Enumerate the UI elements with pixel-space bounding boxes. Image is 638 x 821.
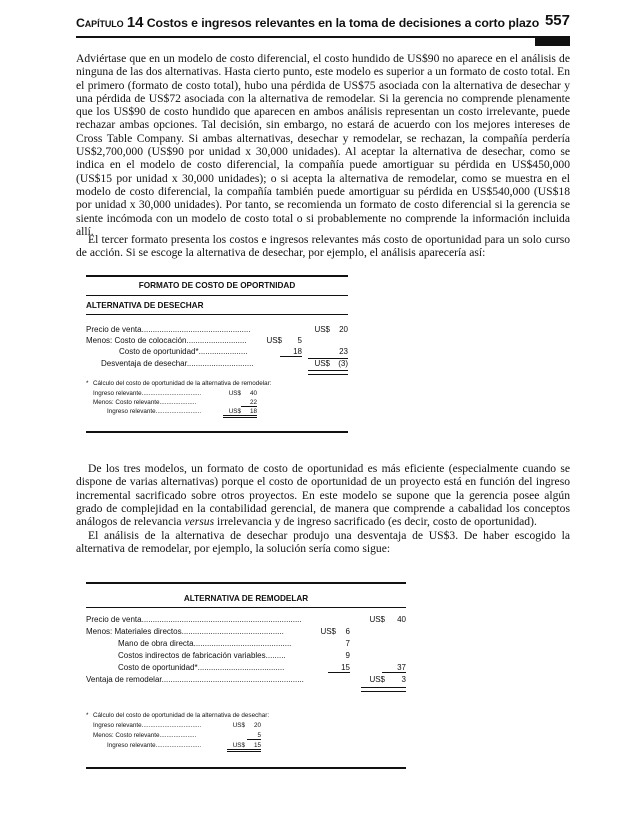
exhibit-rule bbox=[86, 295, 348, 296]
exhibit-top-rule bbox=[86, 582, 406, 584]
exhibit-top-rule bbox=[86, 275, 348, 277]
chapter-heading bbox=[76, 14, 539, 31]
chapter-prefix: Capítulo bbox=[76, 16, 124, 30]
running-header bbox=[76, 14, 570, 34]
row-label: Costo de oportunidad*...................... bbox=[119, 347, 248, 356]
value: 37 bbox=[382, 663, 406, 673]
currency: US$ bbox=[228, 390, 241, 397]
asterisk: * bbox=[86, 712, 89, 719]
paragraph-4: El análisis de la alternativa de desechar produjo una desventaja de US$3. De haber escogido la alternativa de remodelar, por ejemplo, la solución sería como sigue: bbox=[76, 529, 570, 556]
exhibit-alternativa-remodelar bbox=[86, 582, 406, 772]
exhibit-costo-oportunidad-desechar bbox=[86, 275, 348, 435]
row-label: Menos: Materiales directos.............................................. bbox=[86, 627, 284, 636]
value: 23 bbox=[339, 347, 348, 356]
exhibit-bottom-rule bbox=[86, 767, 406, 769]
exhibit-bottom-rule bbox=[86, 431, 348, 433]
exhibit-title: FORMATO DE COSTO DE OPORTNIDAD bbox=[138, 281, 296, 290]
value: 3 bbox=[401, 675, 406, 684]
currency: US$ bbox=[369, 615, 385, 624]
asterisk: * bbox=[86, 380, 89, 387]
value: 5 bbox=[297, 336, 302, 345]
footnote-label: Menos: Costo relevante..................... bbox=[93, 399, 197, 406]
value: (3) bbox=[338, 359, 348, 368]
paragraph-1: Adviértase que en un modelo de costo diferencial, el costo hundido de US$90 no aparece en el análisis de ninguna de las dos alternativas. Hasta cierto punto, este modelo es superior a un formato de costo total. En el primero (formato de costo total), hubo una pérdida de US$75 asociada con la alternativa de desechar y una pérdida de US$72 asociada con la alternativa de remodelar. Si la gerencia no comprende plenamente que los US$90 de costo hundido que aparecen en ambos análisis representan un costo irrelevante, puede rechazar ambas opciones. Tal decisión, sin embargo, no estará de acuerdo con los mejores intereses de Cross Table Company. Si ambas alternativas, desechar y remodelar, se rechazan, la compañía perdería US$2,700,000 (US$90 por unidad x 30,000 unidades). Al aceptar la alternativa de desechar, como se indica en el modelo de costo diferencial, la compañía puede amortiguar su pérdida en US$450,000 (US$15 por unidad x 30,000 unidades); o si acepta la alternativa de remodelar, como se muestra en el modelo de costo diferencial, la compañía también puede amortiguar su pérdida en US$540,000 (US$18 por unidad x 30,000 unidades). Por tanto, se recomienda un formato de costo diferencial si la gerencia se siente incómoda con un modelo de costo total o si probablemente no comprende la información incluida allí. bbox=[76, 52, 570, 238]
footnote-label: Ingreso relevante.......................... bbox=[107, 408, 202, 415]
chapter-number: 14 bbox=[126, 14, 144, 31]
row-label: Menos: Costo de colocación........................... bbox=[86, 336, 247, 345]
footnote-title-text: Cálculo del costo de oportunidad de la alternativa de desechar: bbox=[93, 712, 270, 719]
value: 7 bbox=[345, 639, 350, 648]
value: 6 bbox=[345, 627, 350, 636]
value: 15 bbox=[245, 742, 261, 752]
footnote-label: Ingreso relevante.......................... bbox=[107, 742, 202, 749]
currency: US$ bbox=[314, 359, 330, 368]
value: 9 bbox=[345, 651, 350, 660]
value: 20 bbox=[339, 325, 348, 334]
currency: US$ bbox=[369, 675, 385, 684]
value: 18 bbox=[280, 347, 302, 357]
paragraph-3-tail: irrelevancia y de ingreso sacrificado (es decir, costo de oportunidad). bbox=[217, 515, 537, 529]
row-label: Costos indirectos de fabricación variables......... bbox=[118, 651, 286, 660]
total-double-rule bbox=[308, 370, 348, 375]
chapter-title: Costos e ingresos relevantes en la toma de decisiones a corto plazo bbox=[146, 16, 540, 30]
exhibit-rule bbox=[86, 314, 348, 315]
footnote-label: Ingreso relevante.................................. bbox=[93, 390, 202, 397]
row-label: Precio de venta........................................................................ bbox=[86, 615, 302, 624]
paragraph-2: El tercer formato presenta los costos e ingresos relevantes más costo de oportunidad para un solo curso de acción. Si se escoge la alternativa de desechar, por ejemplo, el análisis aparecería así: bbox=[76, 233, 570, 260]
row-label: Mano de obra directa............................................ bbox=[118, 639, 292, 648]
total-double-rule bbox=[361, 687, 406, 692]
header-rule bbox=[76, 36, 570, 38]
row-label: Desventaja de desechar.............................. bbox=[101, 359, 254, 368]
paragraph-3-text: De los tres modelos, un formato de costo de oportunidad es más eficiente (especialmente cuando se dispone de varias alternativas) porque el costo de oportunidad de un proyecto está en función del ingreso incremental sacrificado sobre otros proyectos. En este modelo se supone que la gerencia posee algún grado de complejidad en la contabilidad gerencial, de manera que comprende a cabalidad los conceptos análogos de relevancia bbox=[76, 462, 570, 529]
row-label: Ventaja de remodelar................................................................ bbox=[86, 675, 304, 684]
page-number: 557 bbox=[544, 12, 570, 29]
paragraph-3 bbox=[76, 462, 570, 528]
row-label: Precio de venta................................................. bbox=[86, 325, 251, 334]
exhibit-rule bbox=[86, 607, 406, 608]
value: 5 bbox=[247, 732, 261, 740]
value: 15 bbox=[328, 663, 350, 673]
header-block-mark bbox=[535, 36, 570, 46]
value: 22 bbox=[241, 399, 257, 407]
paragraph-3-italic: versus bbox=[184, 515, 215, 529]
footnote-label: Menos: Costo relevante..................... bbox=[93, 732, 197, 739]
currency: US$ bbox=[320, 627, 336, 636]
exhibit-title: ALTERNATIVA DE REMODELAR bbox=[183, 594, 309, 603]
value: 18 bbox=[241, 408, 257, 418]
currency: US$ bbox=[266, 336, 282, 345]
value: 20 bbox=[253, 722, 261, 729]
footnote-title-text: Cálculo del costo de oportunidad de la alternativa de remodelar: bbox=[93, 380, 272, 387]
value: 40 bbox=[249, 390, 257, 397]
currency: US$ bbox=[223, 408, 241, 418]
currency: US$ bbox=[227, 742, 245, 752]
value: 40 bbox=[397, 615, 406, 624]
currency: US$ bbox=[232, 722, 245, 729]
currency: US$ bbox=[314, 325, 330, 334]
exhibit-subtitle: ALTERNATIVA DE DESECHAR bbox=[86, 301, 204, 310]
row-label: Costo de oportunidad*....................................... bbox=[118, 663, 285, 672]
footnote-label: Ingreso relevante.................................. bbox=[93, 722, 202, 729]
